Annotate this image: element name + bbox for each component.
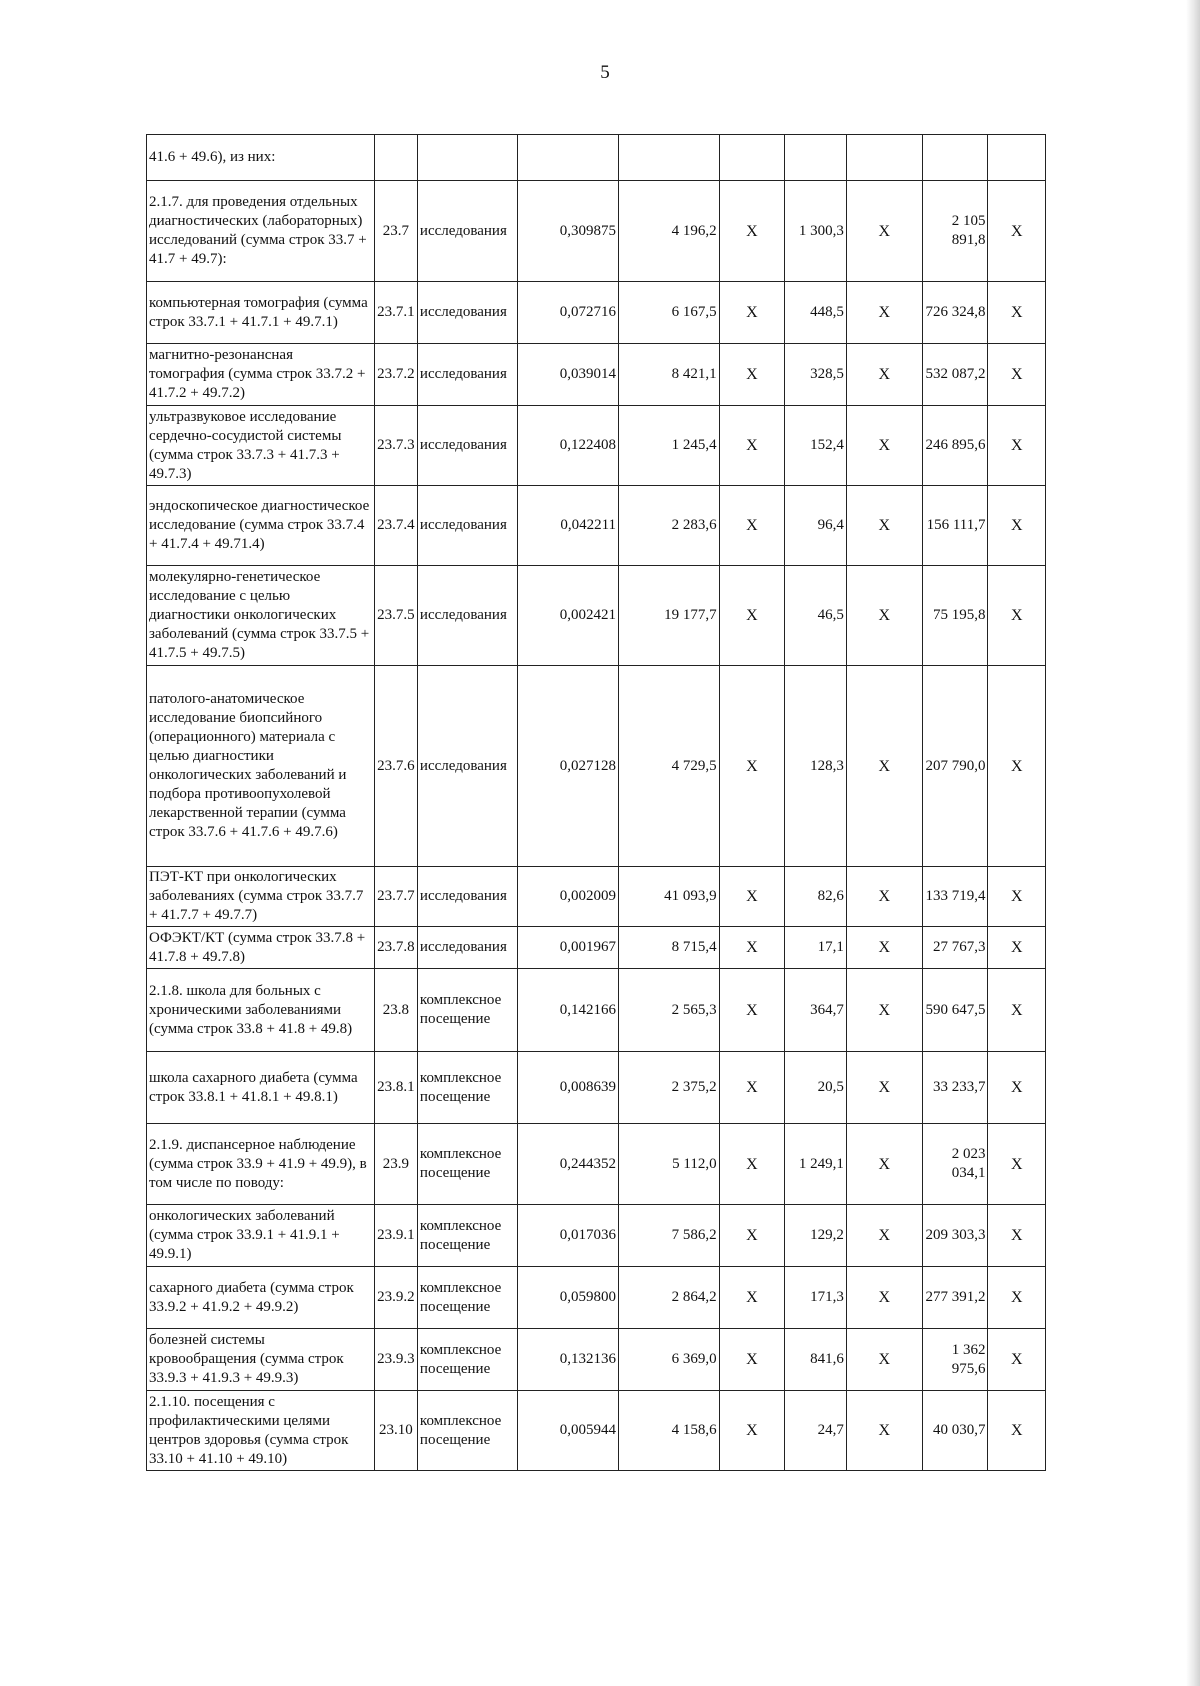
row-col-6: X bbox=[719, 1124, 785, 1205]
row-col-9: 33 233,7 bbox=[922, 1052, 988, 1124]
row-col-7: 82,6 bbox=[785, 867, 847, 927]
row-name: ПЭТ-КТ при онкологических заболеваниях (сумма строк 33.7.7 + 41.7.7 + 49.7.7) bbox=[147, 867, 375, 927]
row-col-8: X bbox=[846, 1329, 922, 1391]
row-unit bbox=[417, 135, 518, 181]
row-col-7: 24,7 bbox=[785, 1391, 847, 1471]
row-name: болезней системы кровообращения (сумма строк 33.9.3 + 41.9.3 + 49.9.3) bbox=[147, 1329, 375, 1391]
row-cost-value: 19 177,7 bbox=[619, 566, 720, 666]
row-col-8: X bbox=[846, 927, 922, 969]
row-unit: исследования bbox=[417, 666, 518, 867]
row-code: 23.7.2 bbox=[374, 344, 417, 406]
table-row bbox=[147, 969, 1046, 1052]
row-col-7: 328,5 bbox=[785, 344, 847, 406]
row-col-8: X bbox=[846, 969, 922, 1052]
row-col-6: X bbox=[719, 666, 785, 867]
table-row bbox=[147, 1124, 1046, 1205]
row-cost-value: 7 586,2 bbox=[619, 1205, 720, 1267]
row-code: 23.7.5 bbox=[374, 566, 417, 666]
row-col-7: 129,2 bbox=[785, 1205, 847, 1267]
table-row bbox=[147, 867, 1046, 927]
row-col-7: 364,7 bbox=[785, 969, 847, 1052]
row-cost-value: 4 196,2 bbox=[619, 181, 720, 282]
row-cost-value: 4 729,5 bbox=[619, 666, 720, 867]
row-cost-value: 2 565,3 bbox=[619, 969, 720, 1052]
row-code: 23.7 bbox=[374, 181, 417, 282]
row-col-9: 532 087,2 bbox=[922, 344, 988, 406]
row-col-10: X bbox=[988, 1052, 1046, 1124]
row-code bbox=[374, 135, 417, 181]
row-code: 23.9.2 bbox=[374, 1267, 417, 1329]
row-norm-value: 0,008639 bbox=[518, 1052, 619, 1124]
row-col-10: X bbox=[988, 1267, 1046, 1329]
row-col-6: X bbox=[719, 181, 785, 282]
row-name: компьютерная томография (сумма строк 33.7.1 + 41.7.1 + 49.7.1) bbox=[147, 282, 375, 344]
row-col-10: X bbox=[988, 1205, 1046, 1267]
row-col-6: X bbox=[719, 486, 785, 566]
row-unit: исследования bbox=[417, 282, 518, 344]
row-col-6: X bbox=[719, 1391, 785, 1471]
row-cost-value: 5 112,0 bbox=[619, 1124, 720, 1205]
row-unit: исследования bbox=[417, 486, 518, 566]
row-col-7 bbox=[785, 135, 847, 181]
row-col-6: X bbox=[719, 867, 785, 927]
row-unit: комплексное посещение bbox=[417, 1391, 518, 1471]
row-name: 2.1.10. посещения с профилактическими целями центров здоровья (сумма строк 33.10 + 41.10 + 49.10) bbox=[147, 1391, 375, 1471]
row-col-6 bbox=[719, 135, 785, 181]
row-col-9: 75 195,8 bbox=[922, 566, 988, 666]
row-col-10: X bbox=[988, 282, 1046, 344]
norms-table bbox=[146, 134, 1046, 1471]
scan-edge bbox=[1186, 0, 1200, 1686]
row-norm-value: 0,059800 bbox=[518, 1267, 619, 1329]
row-col-6: X bbox=[719, 1205, 785, 1267]
row-code: 23.7.8 bbox=[374, 927, 417, 969]
row-cost-value: 2 283,6 bbox=[619, 486, 720, 566]
row-col-9: 2 105 891,8 bbox=[922, 181, 988, 282]
row-col-6: X bbox=[719, 927, 785, 969]
row-code: 23.9.3 bbox=[374, 1329, 417, 1391]
row-col-6: X bbox=[719, 566, 785, 666]
row-unit: комплексное посещение bbox=[417, 969, 518, 1052]
row-col-8: X bbox=[846, 1267, 922, 1329]
row-col-9: 2 023 034,1 bbox=[922, 1124, 988, 1205]
table-row bbox=[147, 1205, 1046, 1267]
row-col-9: 277 391,2 bbox=[922, 1267, 988, 1329]
row-col-10: X bbox=[988, 867, 1046, 927]
table-row bbox=[147, 1329, 1046, 1391]
row-norm-value: 0,042211 bbox=[518, 486, 619, 566]
row-name: школа сахарного диабета (сумма строк 33.8.1 + 41.8.1 + 49.8.1) bbox=[147, 1052, 375, 1124]
row-col-6: X bbox=[719, 969, 785, 1052]
row-col-6: X bbox=[719, 1052, 785, 1124]
row-cost-value: 8 421,1 bbox=[619, 344, 720, 406]
row-col-8: X bbox=[846, 282, 922, 344]
row-col-6: X bbox=[719, 344, 785, 406]
row-norm-value bbox=[518, 135, 619, 181]
row-col-7: 1 300,3 bbox=[785, 181, 847, 282]
row-col-9 bbox=[922, 135, 988, 181]
table-row bbox=[147, 1052, 1046, 1124]
row-col-8: X bbox=[846, 406, 922, 486]
row-code: 23.7.7 bbox=[374, 867, 417, 927]
row-col-10: X bbox=[988, 566, 1046, 666]
row-col-10: X bbox=[988, 927, 1046, 969]
row-col-9: 590 647,5 bbox=[922, 969, 988, 1052]
row-unit: комплексное посещение bbox=[417, 1052, 518, 1124]
row-cost-value: 2 864,2 bbox=[619, 1267, 720, 1329]
norms-table-container bbox=[146, 134, 1046, 1471]
row-name: 2.1.7. для проведения отдельных диагностических (лабораторных) исследований (сумма строк 33.7 + 41.7 + 49.7): bbox=[147, 181, 375, 282]
row-cost-value: 6 167,5 bbox=[619, 282, 720, 344]
row-col-10: X bbox=[988, 406, 1046, 486]
table-row bbox=[147, 282, 1046, 344]
row-norm-value: 0,002009 bbox=[518, 867, 619, 927]
row-col-10: X bbox=[988, 344, 1046, 406]
row-col-7: 171,3 bbox=[785, 1267, 847, 1329]
row-name: онкологических заболеваний (сумма строк 33.9.1 + 41.9.1 + 49.9.1) bbox=[147, 1205, 375, 1267]
table-row bbox=[147, 344, 1046, 406]
row-norm-value: 0,132136 bbox=[518, 1329, 619, 1391]
row-col-10: X bbox=[988, 486, 1046, 566]
row-code: 23.8 bbox=[374, 969, 417, 1052]
row-unit: исследования bbox=[417, 344, 518, 406]
row-norm-value: 0,001967 bbox=[518, 927, 619, 969]
table-row bbox=[147, 181, 1046, 282]
table-row bbox=[147, 1391, 1046, 1471]
row-col-7: 17,1 bbox=[785, 927, 847, 969]
row-col-9: 27 767,3 bbox=[922, 927, 988, 969]
row-unit: комплексное посещение bbox=[417, 1124, 518, 1205]
row-col-9: 156 111,7 bbox=[922, 486, 988, 566]
row-col-6: X bbox=[719, 282, 785, 344]
row-col-9: 133 719,4 bbox=[922, 867, 988, 927]
row-cost-value bbox=[619, 135, 720, 181]
row-col-8: X bbox=[846, 566, 922, 666]
row-col-10: X bbox=[988, 1391, 1046, 1471]
table-body bbox=[147, 135, 1046, 1471]
row-norm-value: 0,005944 bbox=[518, 1391, 619, 1471]
row-norm-value: 0,039014 bbox=[518, 344, 619, 406]
row-unit: исследования bbox=[417, 181, 518, 282]
row-col-8: X bbox=[846, 486, 922, 566]
row-col-7: 128,3 bbox=[785, 666, 847, 867]
row-code: 23.9.1 bbox=[374, 1205, 417, 1267]
row-name: 2.1.9. диспансерное наблюдение (сумма строк 33.9 + 41.9 + 49.9), в том числе по поводу: bbox=[147, 1124, 375, 1205]
row-col-7: 841,6 bbox=[785, 1329, 847, 1391]
row-cost-value: 41 093,9 bbox=[619, 867, 720, 927]
row-name: ОФЭКТ/КТ (сумма строк 33.7.8 + 41.7.8 + 49.7.8) bbox=[147, 927, 375, 969]
row-col-7: 46,5 bbox=[785, 566, 847, 666]
row-code: 23.9 bbox=[374, 1124, 417, 1205]
row-col-10 bbox=[988, 135, 1046, 181]
row-norm-value: 0,027128 bbox=[518, 666, 619, 867]
row-col-7: 96,4 bbox=[785, 486, 847, 566]
row-unit: исследования bbox=[417, 566, 518, 666]
table-row bbox=[147, 486, 1046, 566]
table-row bbox=[147, 927, 1046, 969]
row-col-6: X bbox=[719, 1329, 785, 1391]
row-col-7: 1 249,1 bbox=[785, 1124, 847, 1205]
row-code: 23.10 bbox=[374, 1391, 417, 1471]
row-name: ультразвуковое исследование сердечно-сосудистой системы (сумма строк 33.7.3 + 41.7.3 + 49.7.3) bbox=[147, 406, 375, 486]
row-col-10: X bbox=[988, 181, 1046, 282]
row-col-8: X bbox=[846, 1391, 922, 1471]
row-cost-value: 6 369,0 bbox=[619, 1329, 720, 1391]
row-name: 2.1.8. школа для больных с хроническими заболеваниями (сумма строк 33.8 + 41.8 + 49.8) bbox=[147, 969, 375, 1052]
row-col-8: X bbox=[846, 1052, 922, 1124]
page-number: 5 bbox=[600, 62, 610, 83]
row-col-6: X bbox=[719, 1267, 785, 1329]
row-col-10: X bbox=[988, 969, 1046, 1052]
row-col-9: 726 324,8 bbox=[922, 282, 988, 344]
row-col-8: X bbox=[846, 181, 922, 282]
row-col-10: X bbox=[988, 1124, 1046, 1205]
row-cost-value: 4 158,6 bbox=[619, 1391, 720, 1471]
row-col-7: 448,5 bbox=[785, 282, 847, 344]
table-row bbox=[147, 135, 1046, 181]
row-unit: исследования bbox=[417, 406, 518, 486]
row-name: молекулярно-генетическое исследование с целью диагностики онкологических заболеваний (сумма строк 33.7.5 + 41.7.5 + 49.7.5) bbox=[147, 566, 375, 666]
row-col-6: X bbox=[719, 406, 785, 486]
row-col-8: X bbox=[846, 1205, 922, 1267]
row-norm-value: 0,017036 bbox=[518, 1205, 619, 1267]
row-col-9: 207 790,0 bbox=[922, 666, 988, 867]
row-norm-value: 0,309875 bbox=[518, 181, 619, 282]
row-norm-value: 0,244352 bbox=[518, 1124, 619, 1205]
row-col-9: 209 303,3 bbox=[922, 1205, 988, 1267]
row-unit: комплексное посещение bbox=[417, 1205, 518, 1267]
table-row bbox=[147, 406, 1046, 486]
row-code: 23.7.4 bbox=[374, 486, 417, 566]
row-col-8: X bbox=[846, 867, 922, 927]
row-col-8: X bbox=[846, 344, 922, 406]
row-unit: комплексное посещение bbox=[417, 1267, 518, 1329]
row-col-7: 152,4 bbox=[785, 406, 847, 486]
table-row bbox=[147, 1267, 1046, 1329]
row-norm-value: 0,142166 bbox=[518, 969, 619, 1052]
row-col-9: 40 030,7 bbox=[922, 1391, 988, 1471]
row-col-10: X bbox=[988, 1329, 1046, 1391]
row-norm-value: 0,122408 bbox=[518, 406, 619, 486]
row-name: сахарного диабета (сумма строк 33.9.2 + 41.9.2 + 49.9.2) bbox=[147, 1267, 375, 1329]
row-name: патолого-анатомическое исследование биопсийного (операционного) материала с целью диагностики онкологических заболеваний и подбора противоопухолевой лекарственной терапии (сумма строк 33.7.6 + 41.7.6 + 49.7.6) bbox=[147, 666, 375, 867]
row-col-8 bbox=[846, 135, 922, 181]
row-cost-value: 2 375,2 bbox=[619, 1052, 720, 1124]
row-code: 23.8.1 bbox=[374, 1052, 417, 1124]
row-unit: комплексное посещение bbox=[417, 1329, 518, 1391]
row-name: 41.6 + 49.6), из них: bbox=[147, 135, 375, 181]
row-col-10: X bbox=[988, 666, 1046, 867]
row-unit: исследования bbox=[417, 927, 518, 969]
row-cost-value: 1 245,4 bbox=[619, 406, 720, 486]
row-col-9: 246 895,6 bbox=[922, 406, 988, 486]
row-col-7: 20,5 bbox=[785, 1052, 847, 1124]
row-code: 23.7.6 bbox=[374, 666, 417, 867]
row-col-8: X bbox=[846, 666, 922, 867]
table-row bbox=[147, 666, 1046, 867]
row-col-9: 1 362 975,6 bbox=[922, 1329, 988, 1391]
row-cost-value: 8 715,4 bbox=[619, 927, 720, 969]
row-norm-value: 0,002421 bbox=[518, 566, 619, 666]
row-norm-value: 0,072716 bbox=[518, 282, 619, 344]
row-name: эндоскопическое диагностическое исследование (сумма строк 33.7.4 + 41.7.4 + 49.71.4) bbox=[147, 486, 375, 566]
row-unit: исследования bbox=[417, 867, 518, 927]
row-name: магнитно-резонансная томография (сумма строк 33.7.2 + 41.7.2 + 49.7.2) bbox=[147, 344, 375, 406]
row-col-8: X bbox=[846, 1124, 922, 1205]
row-code: 23.7.1 bbox=[374, 282, 417, 344]
row-code: 23.7.3 bbox=[374, 406, 417, 486]
table-row bbox=[147, 566, 1046, 666]
